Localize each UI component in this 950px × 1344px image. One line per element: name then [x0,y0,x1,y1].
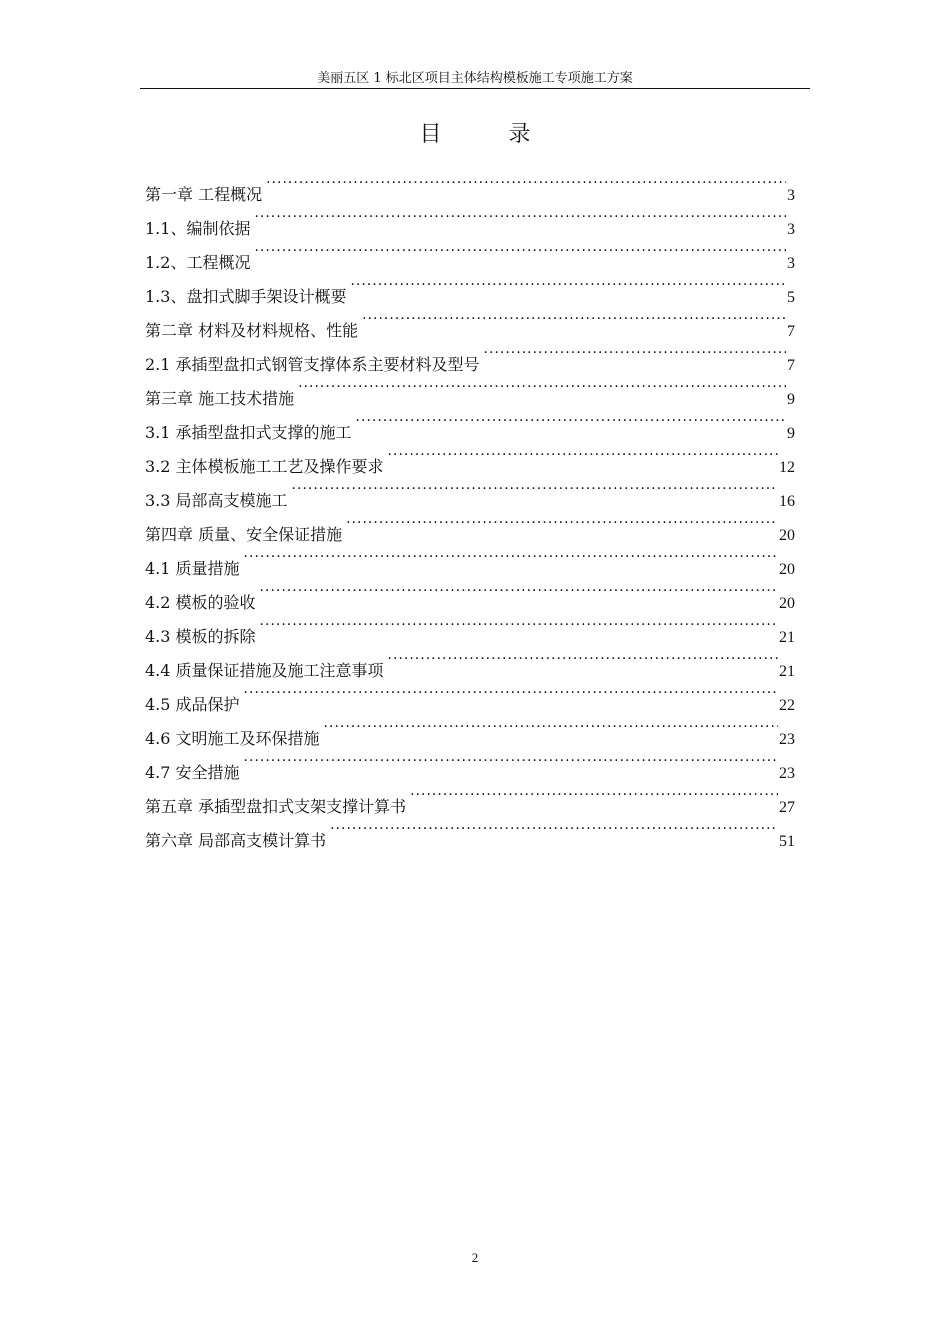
toc-dot-leader [260,608,778,642]
toc-entry-page: 20 [779,527,795,544]
toc-dot-leader [350,268,786,302]
toc-entry-label: 第四章 质量、安全保证措施 [145,525,343,544]
toc-entry-label: 2.1 承插型盘扣式钢管支撑体系主要材料及型号 [145,355,480,374]
toc-entry-label: 1.2、工程概况 [145,253,251,272]
toc-entry-label: 第一章 工程概况 [145,185,263,204]
toc-entry-page: 9 [787,391,795,408]
toc-entry-label: 4.1 质量措施 [145,559,240,578]
toc-dot-leader [298,370,786,404]
toc-entry-label: 第三章 施工技术措施 [145,389,295,408]
toc-entry-label: 3.1 承插型盘扣式支撑的施工 [145,423,352,442]
toc-entry-chapter-5[interactable] [145,778,795,816]
toc-entry-page: 3 [787,187,795,204]
toc-dot-leader [324,710,778,744]
toc-dot-leader [260,574,778,608]
toc-entry-label: 第五章 承插型盘扣式支架支撑计算书 [145,797,407,816]
toc-dot-leader [254,200,786,234]
running-header: 美丽五区 1 标北区项目主体结构模板施工专项施工方案 [317,71,633,86]
toc-dot-leader [388,438,778,472]
toc-entry-label: 3.2 主体模板施工工艺及操作要求 [145,457,384,476]
toc-entry-page: 27 [779,799,795,816]
toc-entry-label: 4.3 模板的拆除 [145,627,256,646]
toc-dot-leader [346,506,778,540]
toc-entry-page: 20 [779,595,795,612]
toc-entry-page: 9 [787,425,795,442]
toc-entry-4-2[interactable] [145,574,795,612]
toc-entry-chapter-1[interactable] [145,166,795,204]
toc-dot-leader [356,404,786,438]
toc-entry-page: 3 [787,255,795,272]
page-number: 2 [471,1250,479,1265]
toc-entry-label: 4.2 模板的验收 [145,593,256,612]
toc-entry-label: 4.5 成品保护 [145,695,240,714]
toc-entry-label: 4.4 质量保证措施及施工注意事项 [145,661,384,680]
toc-dot-leader [266,166,786,200]
toc-entry-page: 23 [779,765,795,782]
toc-entry-page: 21 [779,663,795,680]
toc-entry-page: 20 [779,561,795,578]
toc-entry-page: 22 [779,697,795,714]
toc-dot-leader [244,676,778,710]
header-rule [140,88,810,89]
toc-entry-label: 4.6 文明施工及环保措施 [145,729,320,748]
toc-entry-4-6[interactable] [145,710,795,748]
table-of-contents [145,166,795,850]
toc-entry-page: 7 [787,323,795,340]
toc-entry-label: 第六章 局部高支模计算书 [145,831,327,850]
toc-entry-label: 1.3、盘扣式脚手架设计概要 [145,287,347,306]
toc-entry-page: 21 [779,629,795,646]
toc-dot-leader [330,812,778,846]
toc-dot-leader [362,302,786,336]
toc-entry-label: 第二章 材料及材料规格、性能 [145,321,359,340]
toc-entry-label: 4.7 安全措施 [145,763,240,782]
toc-entry-page: 23 [779,731,795,748]
toc-dot-leader [244,540,778,574]
toc-dot-leader [254,234,786,268]
toc-dot-leader [244,744,778,778]
toc-entry-label: 1.1、编制依据 [145,219,251,238]
toc-dot-leader [484,336,786,370]
toc-entry-page: 51 [779,833,795,850]
toc-entry-page: 3 [787,221,795,238]
toc-entry-page: 16 [779,493,795,510]
toc-dot-leader [292,472,778,506]
toc-entry-page: 12 [779,459,795,476]
toc-dot-leader [388,642,778,676]
toc-entry-page: 5 [787,289,795,306]
toc-entry-page: 7 [787,357,795,374]
toc-dot-leader [410,778,778,812]
toc-entry-label: 3.3 局部高支模施工 [145,491,288,510]
toc-title: 目 录 [419,122,561,147]
